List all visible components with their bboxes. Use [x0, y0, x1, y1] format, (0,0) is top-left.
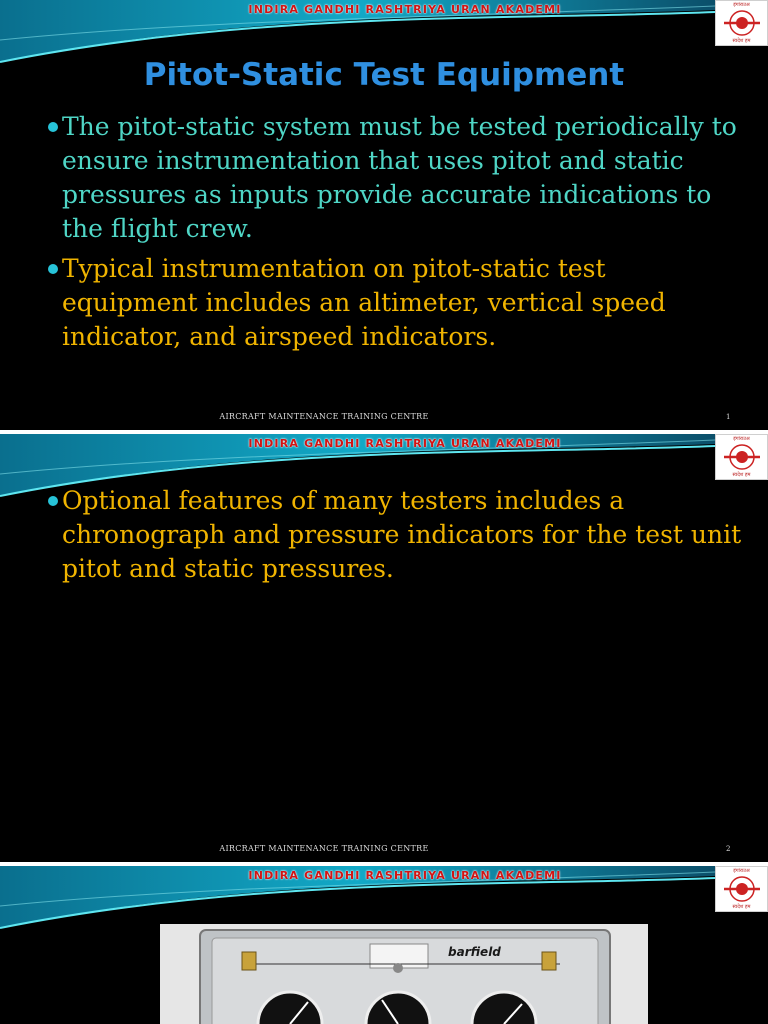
slide-2	[0, 434, 768, 862]
logo-bottom-text: स्वदेश हम	[732, 472, 751, 478]
bullet-dot-icon	[48, 264, 58, 274]
logo-bottom-text: स्वदेश हम	[732, 904, 751, 910]
bullet-list	[44, 484, 744, 592]
footer-centre: AIRCRAFT MAINTENANCE TRAINING CENTRE	[219, 844, 429, 853]
bullet-text: Typical instrumentation on pitot-static test equipment includes an altimeter, vertical speed indicator, and airspeed indicators.	[62, 254, 666, 351]
bullet-item	[44, 110, 744, 246]
bullet-dot-icon	[48, 496, 58, 506]
logo-top-text: इंगांराउअ	[733, 436, 750, 442]
igrua-logo	[715, 866, 768, 912]
bullet-item	[44, 484, 744, 586]
page-number: 2	[726, 845, 731, 853]
igrua-logo	[715, 434, 768, 480]
org-name: INDIRA GANDHI RASHTRIYA URAN AKADEMI	[248, 869, 562, 882]
tester-illustration	[160, 924, 648, 1024]
igrua-logo	[715, 0, 768, 46]
bullet-item	[44, 252, 744, 354]
bullet-dot-icon	[48, 122, 58, 132]
logo-top-text: इंगांराउअ	[733, 868, 750, 874]
slide-3	[0, 866, 768, 1024]
bullet-text: Optional features of many testers includes a chronograph and pressure indicators for the test unit pitot and static pressures.	[62, 486, 742, 583]
logo-top-text: इंगांराउअ	[733, 2, 750, 8]
bullet-list	[44, 110, 744, 360]
footer-centre: AIRCRAFT MAINTENANCE TRAINING CENTRE	[219, 412, 429, 421]
brand-label: barfield	[448, 945, 501, 959]
pitot-static-tester-photo	[160, 924, 648, 1024]
slide-1	[0, 0, 768, 430]
org-name: INDIRA GANDHI RASHTRIYA URAN AKADEMI	[248, 437, 562, 450]
org-name: INDIRA GANDHI RASHTRIYA URAN AKADEMI	[248, 3, 562, 16]
page-number: 1	[726, 413, 731, 421]
logo-bottom-text: स्वदेश हम	[732, 38, 751, 44]
bullet-text: The pitot-static system must be tested periodically to ensure instrumentation that uses pitot and static pressures as inputs provide accurate indications to the flight crew.	[62, 112, 737, 243]
slide-title: Pitot-Static Test Equipment	[143, 57, 625, 93]
